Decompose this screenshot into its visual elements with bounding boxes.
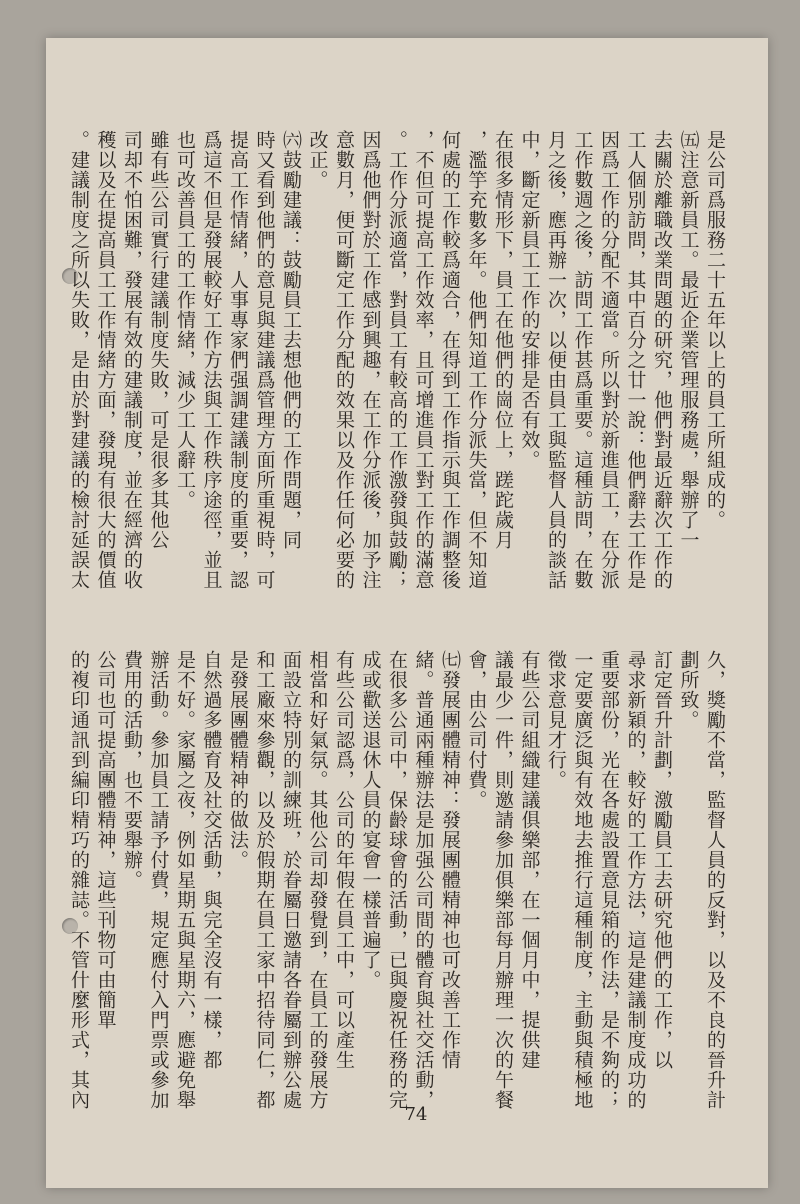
lower-text-block (66, 650, 728, 1150)
text-line: 時又看到他們的意見與建議爲管理方面所重視時，可 (253, 130, 276, 590)
text-line: 意數月，便可斷定工作分配的效果以及作任何必要的 (333, 130, 355, 590)
text-line: ㈥鼓勵建議：鼓勵員工去想他們的工作問題，同 (280, 130, 302, 550)
text-line: 也可改善員工的工作情緒，減少工人辭工。 (174, 130, 196, 510)
text-line: 中，斷定新員工工作的安排是否有效。 (518, 130, 541, 470)
text-line: ，不但可提高工作效率，且可增進員工對工作的滿意 (412, 130, 435, 590)
text-line: 是發展團體精神的做法。 (227, 650, 249, 870)
text-line: 司却不怕困難，發展有效的建議制度，並在經濟的收 (121, 130, 143, 590)
text-line: 費用的活動，也不要舉辦。 (121, 650, 143, 890)
text-line: 月之後，應再辦一次，以便由員工與監督人員的談話 (545, 130, 567, 590)
text-line: 議最少一件，則邀請參加俱樂部每月辦理一次的午餐 (492, 650, 514, 1110)
text-line: ，濫竽充數多年。他們知道工作分派失當，但不知道 (465, 130, 488, 590)
text-line: 改正。 (306, 130, 329, 190)
text-line: 和工廠來參觀，以及於假期在員工家中招待同仁，都 (253, 650, 276, 1110)
upper-text-block (66, 130, 728, 650)
text-line: 在很多公司中，保齡球會的活動，已與慶祝任務的完 (386, 650, 408, 1110)
text-line: 重要部份，光在各處設置意見箱的作法，是不夠的； (598, 650, 620, 1110)
document-page (46, 38, 768, 1188)
text-line: 一定要廣泛與有效地去推行這種制度，主動與積極地 (571, 650, 594, 1110)
text-line: 有些公司認爲，公司的年假在員工中，可以產生 (333, 650, 355, 1070)
text-line: 緒。普通兩種辦法是加强公司間的體育與社交活動， (412, 650, 435, 1110)
text-line: 自然過多體育及社交活動，與完全沒有一樣，都 (200, 650, 223, 1070)
text-line: 會，由公司付費。 (465, 650, 488, 810)
text-line: 辦活動。參加員工請予付費，規定應付入門票或參加 (147, 650, 170, 1110)
text-line: 是不好。家屬之夜，例如星期五與星期六，應避免舉 (174, 650, 196, 1110)
text-line: 相當和好氣氛。其他公司却發覺到，在員工的發展方 (306, 650, 329, 1110)
text-line: 的複印通訊到編印精巧的雜誌。不管什麼形式，其內 (68, 650, 90, 1110)
text-line: 有些公司組織建議俱樂部，在一個月中，提供建 (518, 650, 541, 1070)
text-line: 在很多情形下，員工在他們的崗位上，蹉跎歲月 (492, 130, 514, 550)
text-line: 去關於離職改業問題的研究，他們對最近辭次工作的 (651, 130, 673, 590)
text-line: 公司也可提高團體精神，這些刊物可由簡單 (94, 650, 117, 1030)
text-line: 劃所致。 (677, 650, 700, 730)
text-line: 。建議制度之所以失敗，是由於對建議的檢討延誤太 (68, 130, 90, 590)
text-line: 工人個別訪問，其中百分之廿一說：他們辭去工作是 (624, 130, 647, 590)
text-line: 成或歡送退休人員的宴會一樣普遍了。 (359, 650, 382, 990)
text-line: 提高工作情緒，人事專家們强調建議制度的重要，認 (227, 130, 249, 590)
text-line: 雖有些公司實行建議制度失敗，可是很多其他公 (147, 130, 170, 550)
text-line: 穫以及在提高員工工作情緒方面，發現有很大的價值 (94, 130, 117, 590)
text-line: 面設立特別的訓練班，於眷屬日邀請各眷屬到辦公處 (280, 650, 302, 1110)
page-number: 74 (404, 1104, 428, 1125)
text-line: 爲這不但是發展較好工作方法與工作秩序途徑，並且 (200, 130, 223, 590)
text-line: 何處的工作較爲適合，在得到工作指示與工作調整後 (439, 130, 461, 590)
text-line: 。工作分派適當，對員工有較高的工作激發與鼓勵； (386, 130, 408, 590)
text-line: 徵求意見才行。 (545, 650, 567, 790)
text-line: ㈦發展團體精神：發展團體精神也可改善工作情 (439, 650, 461, 1070)
text-line: 因爲工作的分配不適當。所以對於新進員工，在分派 (598, 130, 620, 590)
text-line: 久，獎勵不當，監督人員的反對，以及不良的晉升計 (704, 650, 726, 1110)
text-line: 因爲他們對於工作感到興趣，在工作分派後，加予注 (359, 130, 382, 590)
text-line: 工作數週之後，訪問工作甚爲重要。這種訪問，在數 (571, 130, 594, 590)
text-line: 訂定晉升計劃，激勵員工去研究他們的工作，以 (651, 650, 673, 1070)
text-line: ㈤注意新員工。最近企業管理服務處，舉辦了一 (677, 130, 700, 550)
text-line: 尋求新穎的，較好的工作方法，這是建議制度成功的 (624, 650, 647, 1110)
text-line: 是公司爲服務二十五年以上的員工所組成的。 (704, 130, 726, 530)
